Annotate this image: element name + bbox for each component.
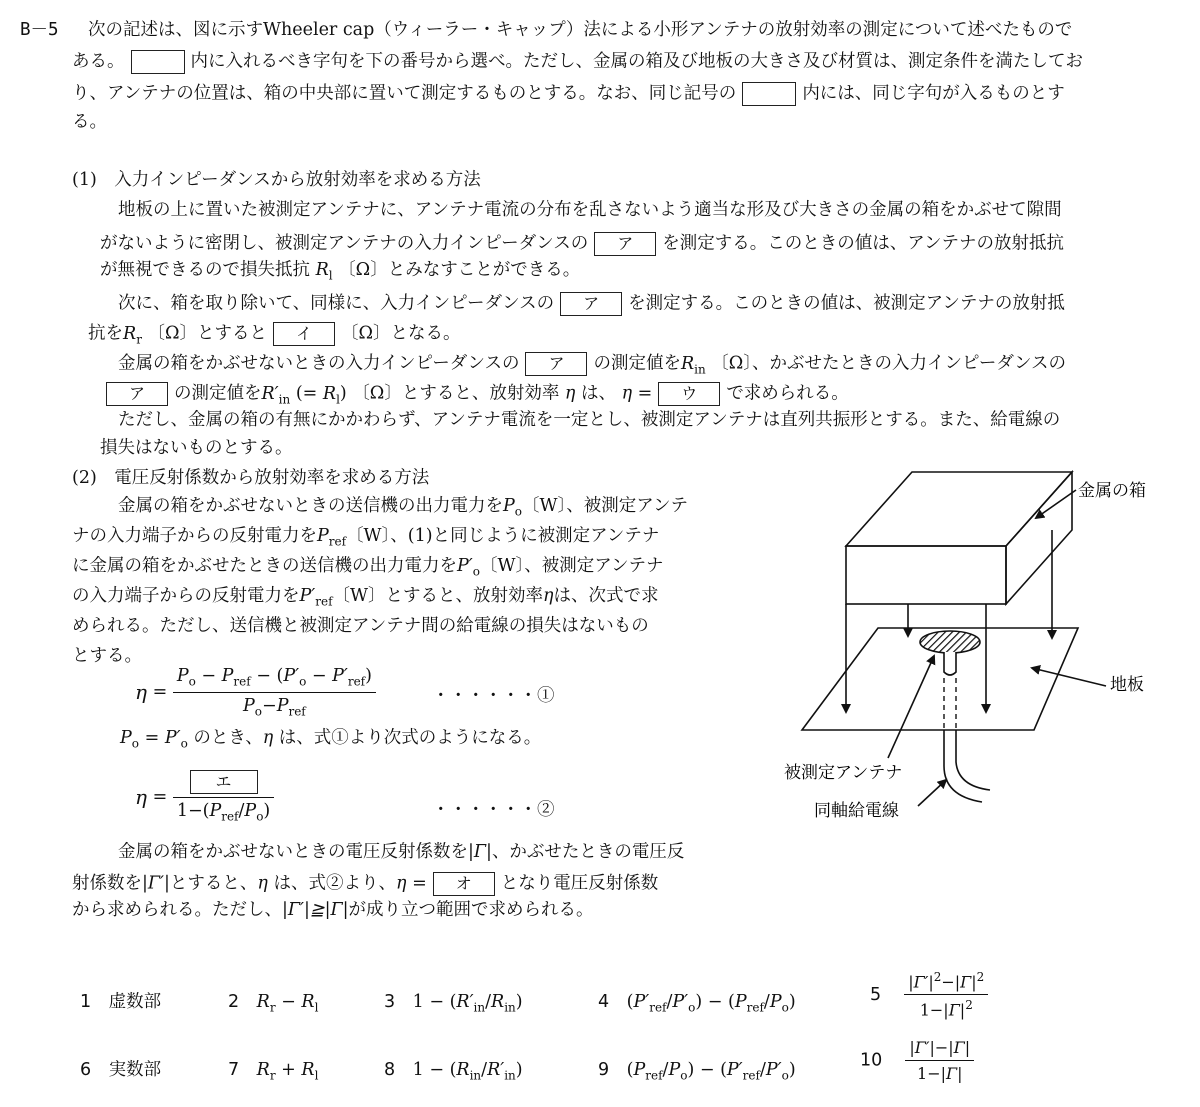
option-6: 6 実数部 [80,1060,162,1080]
equation-2: η = $\frac{\text{エ}}{1-(P_{ref}/P_o)}$ [135,770,274,824]
label-coax-cable: 同軸給電線 [814,801,899,821]
blank-e: エ [190,770,258,794]
option-2: 2 $R_r - R_l$ [228,992,319,1015]
section1-para2-line2: 抗を$R_r$ 〔Ω〕とすると イ 〔Ω〕となる。 [88,323,461,346]
blank-box-sample [131,50,185,74]
intro-line-3: り、アンテナの位置は、箱の中央部に置いて測定するものとする。なお、同じ記号の 内には、同じ字句が入るものとす [72,82,1065,106]
section2-line2: ナの入力端子からの反射電力を$P_{ref}$〔W〕、(1)と同じように被測定アンテナ [72,526,660,549]
intro-line-1: 次の記述は、図に示すWheeler cap（ウィーラー・キャップ）法による小形アンテナの放射効率の測定について述べたもので [88,20,1073,40]
metal-box [846,472,1072,604]
section2-line1: 金属の箱をかぶせないときの送信機の出力電力を$P_o$〔W〕、被測定アンテ [118,496,689,519]
antenna-element [920,631,980,653]
section1-para1-line3: が無視できるので損失抵抗 $R_l$ 〔Ω〕とみなすことができる。 [100,260,581,283]
option-1: 1 虚数部 [80,992,162,1012]
option-7: 7 $R_r + R_l$ [228,1060,319,1083]
section1-para2-line1: 次に、箱を取り除いて、同様に、入力インピーダンスの ア を測定する。このときの値は、被測定アンテナの放射抵 [118,292,1065,316]
label-metal-box: 金属の箱 [1078,481,1146,501]
blank-o: オ [433,872,495,896]
blank-a-2: ア [560,292,622,316]
option-4: 4 $(P'_{ref}/P'_o) - (P_{ref}/P_o)$ [598,992,796,1015]
blank-a: ア [594,232,656,256]
blank-a-3: ア [525,352,587,376]
section1-para1-line1: 地板の上に置いた被測定アンテナに、アンテナ電流の分布を乱さないよう適当な形及び大きさの金属の箱をかぶせて隙間 [118,200,1062,220]
section2-reflect-line1: 金属の箱をかぶせないときの電圧反射係数を|Γ|、かぶせたときの電圧反 [118,842,685,862]
blank-box-sample-2 [742,82,796,106]
coax-cable [944,730,982,802]
option-10: 10 $\frac{|\Gamma'|-|\Gamma|}{1-|\Gamma|}$ [860,1038,974,1083]
section1-para4-line1: ただし、金属の箱の有無にかかわらず、アンテナ電流を一定とし、被測定アンテナは直列共振形とする。また、給電線の [118,410,1061,430]
label-antenna: 被測定アンテナ [784,763,903,783]
wheeler-cap-figure [770,460,1190,840]
section1-para4-line2: 損失はないものとする。 [100,438,293,458]
section2-line5: められる。ただし、送信機と被測定アンテナ間の給電線の損失はないもの [72,616,649,636]
section1-heading: (1) 入力インピーダンスから放射効率を求める方法 [72,170,481,190]
section1-para3-line1: 金属の箱をかぶせないときの入力インピーダンスの ア の測定値を$R_{in}$ 〔Ω〕、かぶせたときの入力インピーダンスの [118,353,1067,376]
section1-para3-line2: ア の測定値を$R'_{in}$ (= $R_l$) 〔Ω〕とすると、放射効率 η は、 η = ウ で求められる。 [100,382,849,406]
section2-line3: に金属の箱をかぶせたときの送信機の出力電力を$P'_o$〔W〕、被測定アンテナ [72,556,664,579]
option-8: 8 $1 - (R_{in}/R'_{in})$ [384,1060,523,1083]
option-9: 9 $(P_{ref}/P_o) - (P'_{ref}/P'_o)$ [598,1060,796,1083]
section2-heading: (2) 電圧反射係数から放射効率を求める方法 [72,468,430,488]
equation-2-marker: ・・・・・・② [432,800,555,820]
blank-i: イ [273,322,335,346]
intro-line-2: ある。 内に入れるべき字句を下の番号から選べ。ただし、金属の箱及び地板の大きさ及び材質は、測定条件を満たしてお [72,50,1083,74]
blank-u: ウ [658,382,720,406]
section2-line6: とする。 [72,646,142,666]
math-rl: $R_l$ [315,260,333,283]
blank-a-4: ア [106,382,168,406]
section2-reflect-line3: から求められる。ただし、|Γ′|≧|Γ|が成り立つ範囲で求められる。 [72,900,594,920]
label-ground-plate: 地板 [1110,675,1144,695]
equation-1: η = $\frac{P_o - P_{ref} - (P'_o - P'_{ref})}{P_o-P_{ref}}$ [135,666,376,718]
antenna-stem [944,652,956,675]
option-5: 5 $\frac{|\Gamma'|^2-|\Gamma|^2}{1-|\Gamma|^2}$ [870,970,988,1020]
option-3: 3 $1 - (R'_{in}/R_{in})$ [384,992,523,1015]
question-id: B－5 [20,20,59,40]
equation-1-marker: ・・・・・・① [432,686,555,706]
equation-condition: $P_o = P'_o$ のとき、η は、式①より次式のようになる。 [120,728,542,751]
section2-line4: の入力端子からの反射電力を$P'_{ref}$〔W〕とすると、放射効率ηは、次式で求 [72,586,659,609]
section2-reflect-line2: 射係数を|Γ′|とすると、η は、式②より、η = オ となり電圧反射係数 [72,872,658,896]
section1-para1-line2: がないように密閉し、被測定アンテナの入力インピーダンスの ア を測定する。このときの値は、アンテナの放射抵抗 [100,232,1064,256]
intro-line-4: る。 [72,112,107,132]
